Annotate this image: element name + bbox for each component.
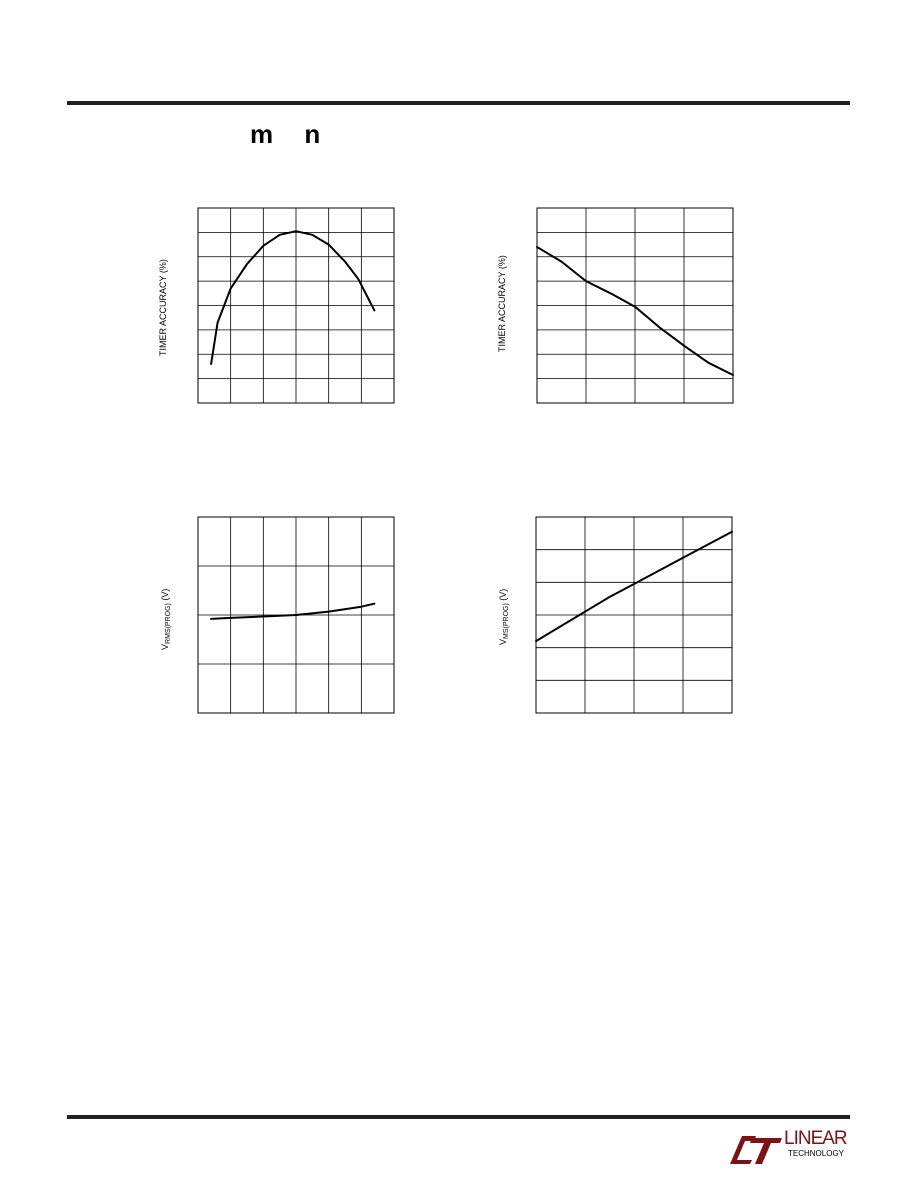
lt-logo-icon [728, 1130, 784, 1166]
chart-4-y-axis-label [498, 589, 510, 645]
section-heading: m n [250, 119, 333, 149]
chart-grid [198, 208, 394, 403]
vrms-prog-chart [197, 516, 395, 714]
chart-3-ylabel-main: V [160, 643, 170, 650]
chart-1-y-axis-label: TIMER ACCURACY (%) [158, 259, 168, 356]
chart-4-ylabel-unit: (V) [498, 588, 508, 604]
chart-3-ylabel-sub: RMS(PROG) [165, 603, 172, 644]
chart-3-y-axis-label [160, 589, 172, 650]
chart-grid [537, 208, 733, 403]
bottom-rule [67, 1115, 850, 1119]
chart-4-ylabel-main: V [498, 638, 508, 645]
logo-subword: TECHNOLOGY [788, 1149, 845, 1158]
series-line [211, 604, 374, 619]
chart-2-y-axis-label: TIMER ACCURACY (%) [497, 255, 507, 352]
timer-accuracy-chart-2 [536, 207, 734, 404]
vms-prog-chart [535, 516, 733, 714]
chart-3-ylabel-unit: (V) [160, 588, 170, 604]
series-line [211, 231, 374, 364]
timer-accuracy-chart-1 [197, 207, 395, 404]
logo-word: LINEAR [784, 1128, 847, 1149]
linear-technology-logo [728, 1127, 852, 1167]
top-rule [67, 101, 850, 105]
chart-4-ylabel-sub: MS(PROG) [503, 603, 510, 639]
